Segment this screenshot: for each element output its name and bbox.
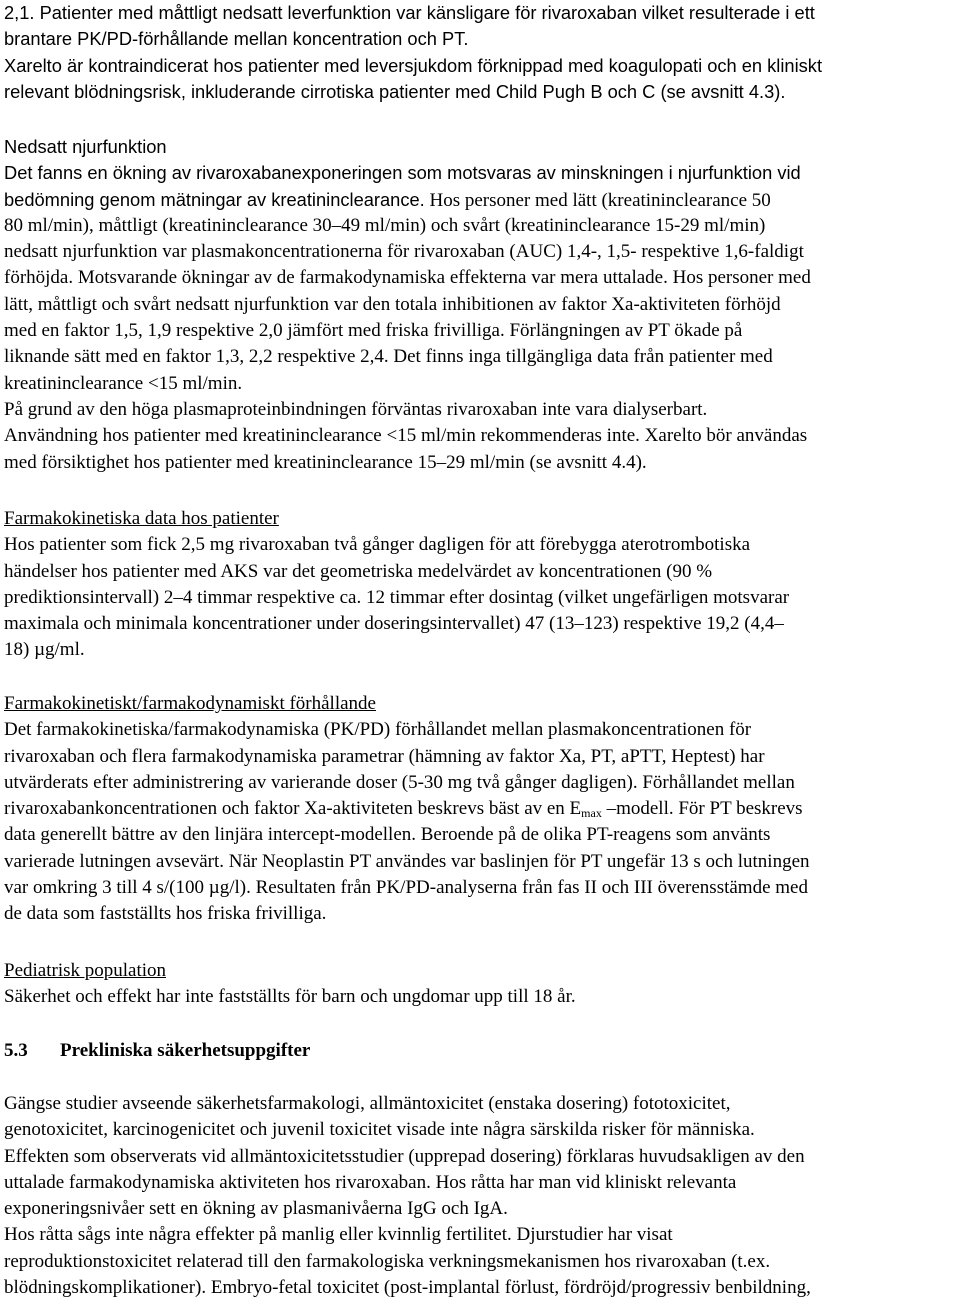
text-line-mixed — [4, 187, 811, 213]
emax-subscript: max — [581, 806, 602, 821]
text-line: kreatininclearance <15 ml/min. — [4, 372, 243, 394]
text-line: genotoxicitet, karcinogenicitet och juvenil toxicitet visade inte några särskilda risker för människa. — [4, 1119, 755, 1141]
section-heading: Farmakokinetiska data hos patienter — [4, 508, 279, 529]
text-line: Det farmakokinetiska/farmakodynamiska (PK/PD) förhållandet mellan plasmakoncentrationen för — [4, 719, 752, 741]
text-line: blödningskomplikationer). Embryo-fetal toxicitet (post-implantal förlust, fördröjd/progressiv benbildning, — [4, 1277, 811, 1299]
text-line: förhöjda. Motsvarande ökningar av de farmakodynamiska effekterna var mera uttalade. Hos personer med — [4, 267, 811, 289]
text-line: 2,1. Patienter med måttligt nedsatt leverfunktion var känsligare för rivaroxaban vilket resulterade i ett — [4, 2, 815, 23]
text-line: Hos patienter som fick 2,5 mg rivaroxaban två gånger dagligen för att förebygga aterotrombotiska — [4, 534, 751, 556]
text-line: brantare PK/PD-förhållande mellan koncentration och PT. — [4, 28, 469, 50]
text-line: maximala och minimala koncentrationer under doseringsintervallet) 47 (13‒123) respektive 19,2 (4,4‒ — [4, 613, 784, 635]
section-heading: Pediatrisk population — [4, 960, 167, 981]
renal-serif-lines — [4, 213, 811, 476]
section-heading: Nedsatt njurfunktion — [4, 136, 167, 157]
text-line: Effekten som observerats vid allmäntoxicitetsstudier (upprepad dosering) förklaras huvudsakligen av den — [4, 1145, 805, 1167]
text-line: 80 ml/min), måttligt (kreatininclearance 30‒49 ml/min) och svårt (kreatininclearance 15-29 ml/min) — [4, 214, 766, 236]
text-line: lätt, måttligt och svårt nedsatt njurfunktion var den totala inhibitionen av faktor Xa-aktiviteten förhöjd — [4, 293, 781, 315]
text-line: På grund av den höga plasmaproteinbindningen förväntas rivaroxaban inte vara dialyserbart. — [4, 398, 708, 420]
text-line: nedsatt njurfunktion var plasmakoncentrationerna för rivaroxaban (AUC) 1,4-, 1,5- respektive 1,6-faldigt — [4, 241, 804, 263]
text-line: med en faktor 1,5, 1,9 respektive 2,0 jämfört med friska frivilliga. Förlängningen av PT ökade på — [4, 320, 743, 342]
text-line: med försiktighet hos patienter med kreatininclearance 15‒29 ml/min (se avsnitt 4.4). — [4, 451, 647, 473]
section-number: 5.3 — [4, 1040, 28, 1061]
text-line: reproduktionstoxicitet relaterad till den farmakologiska verkningsmekanismen hos rivaroxaban (t.ex. — [4, 1250, 771, 1272]
text-line: var omkring 3 till 4 s/(100 µg/l). Resultaten från PK/PD-analyserna från fas II och III överensstämde med — [4, 877, 808, 899]
pk-data-section — [4, 506, 789, 664]
text-line: Det fanns en ökning av rivaroxabanexponeringen som motsvaras av minskningen i njurfunktion vid — [4, 162, 801, 184]
top-paragraph — [4, 0, 822, 105]
text-line: Gängse studier avseende säkerhetsfarmakologi, allmäntoxicitet (enstaka dosering) fototoxicitet, — [4, 1093, 731, 1114]
text-fragment: rivaroxabankoncentrationen och faktor Xa-aktiviteten beskrevs bäst av en E — [4, 798, 582, 820]
text-line: de data som fastställts hos friska frivilliga. — [4, 903, 327, 925]
text-line: Xarelto är kontraindicerat hos patienter med leversjukdom förknippad med koagulopati och en kliniskt — [4, 54, 823, 76]
text-line: liknande sätt med en faktor 1,3, 2,2 respektive 2,4. Det finns inga tillgängliga data från patienter med — [4, 346, 773, 368]
text-line: Användning hos patienter med kreatininclearance <15 ml/min rekommenderas inte. Xarelto bör användas — [4, 425, 808, 447]
text-fragment: ‒modell. För PT beskrevs — [601, 798, 803, 820]
section-5-3-body — [4, 1091, 811, 1301]
text-line: prediktionsintervall) 2‒4 timmar respektive ca. 12 timmar efter dosintag (vilket ungefärligen motsvarar — [4, 586, 790, 608]
pkpd-section — [4, 691, 810, 928]
text-line-emax — [4, 796, 810, 822]
text-fragment: bedömning genom mätningar av kreatininclearance. — [4, 188, 425, 210]
section-5-3-heading — [4, 1038, 310, 1064]
text-line: data generellt bättre av den linjära intercept-modellen. Beroende på de olika PT-reagens som använts — [4, 824, 771, 846]
text-line: utvärderats efter administrering av varierande doser (5-30 mg två gånger dagligen). Förhållandet mellan — [4, 771, 795, 793]
pediatric-section — [4, 958, 576, 1011]
text-line: händelser hos patienter med AKS var det geometriska medelvärdet av koncentrationen (90 % — [4, 560, 713, 582]
text-fragment: Hos personer med lätt (kreatininclearance 50 — [424, 189, 771, 211]
renal-section — [4, 134, 811, 476]
text-line: 18) µg/ml. — [4, 639, 85, 661]
text-line: rivaroxaban och flera farmakodynamiska parametrar (hämning av faktor Xa, PT, aPTT, Heptest) har — [4, 745, 765, 767]
text-line: uttalade farmakodynamiska aktiviteten hos rivaroxaban. Hos råtta har man vid kliniskt relevanta — [4, 1171, 737, 1193]
text-line: exponeringsnivåer sett en ökning av plasmanivåerna IgG och IgA. — [4, 1198, 508, 1220]
text-line: Hos råtta sågs inte några effekter på manlig eller kvinnlig fertilitet. Djurstudier har visat — [4, 1224, 673, 1246]
text-line: varierade lutningen avsevärt. När Neoplastin PT användes var baslinjen för PT ungefär 13 s och lutningen — [4, 850, 810, 872]
section-title: Prekliniska säkerhetsuppgifter — [60, 1040, 311, 1061]
section-heading: Farmakokinetiskt/farmakodynamiskt förhållande — [4, 693, 376, 714]
text-line: relevant blödningsrisk, inkluderande cirrotiska patienter med Child Pugh B och C (se avsnitt 4.3). — [4, 80, 786, 102]
text-line: Säkerhet och effekt har inte fastställts för barn och ungdomar upp till 18 år. — [4, 986, 576, 1008]
